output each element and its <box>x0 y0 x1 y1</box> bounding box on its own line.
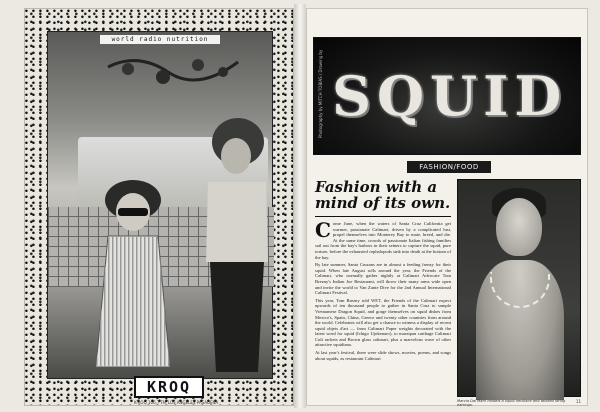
model-caption: Marcia Dal Maro models a squid necklace and twisted string earrings. <box>457 399 566 407</box>
article-paragraph: At last year's festival, there were slide shows, movies, poems, and songs about squids, as restaurant Calimari <box>315 350 451 361</box>
magazine-spread <box>6 4 594 408</box>
kroq-logo-text: KROQ <box>146 378 192 396</box>
section-tag: FASHION/FOOD <box>407 161 491 173</box>
page-number: 11 <box>575 399 581 404</box>
hero-photo <box>313 37 581 155</box>
page-gutter <box>294 4 306 408</box>
photo-credit: Photography by MITCH TOBIAS / Drawing by <box>318 49 323 138</box>
article-paragraph: By late summer, Santa Cruzans are in almost a feeding frenzy for their squid. When late August rolls around the year, the Friends of the Calimari, who normally gather nightly at Calimari Advocate Tom Brezny's Indian Joe Restaurant, will throw their many arms wide open and invite the world to Van Zante Dive for the 2nd Annual International Calimari Festival. <box>315 262 451 296</box>
hero-squid-lettering: SQUID <box>332 64 568 128</box>
article-paragraph: ome June, when the waters of Santa Cruz California get warmer, passionate Calimari, driven by a complicated lust, propel themselves into Monterey Bay to mate, breed, and die. At the same time, crowds of passionate Italian fishing families sail out from the bay's harbors in their seiners to capture the squid, pure torture, before the exhausted cephalopods sink into death at the bottom of the bay. <box>315 221 451 260</box>
article-headline: Fashion with a mind of its own. <box>315 178 451 212</box>
model-photo <box>457 179 581 397</box>
kroq-logo <box>134 376 204 398</box>
model-head <box>496 198 542 256</box>
headline-rule <box>315 216 451 217</box>
kroq-ad-photo <box>47 31 273 405</box>
adult-figure <box>198 112 273 372</box>
vine-decoration-icon <box>108 47 238 107</box>
right-page <box>306 8 588 406</box>
kroq-tagline: K-ROQ 106.7 FM LOS ANGELES PASADENA <box>134 400 219 405</box>
drop-cap: C <box>315 218 331 242</box>
article-body <box>315 218 451 399</box>
article-paragraph: This year, Tom Brezny told WET, the Friends of the Calimari expect upwards of ten thousand people to gather in Santa Cruz to sample Vietnamese Dragon Squid, and gorge themselves on squid dishes from Mexico's, Spain, China, Greece and twenty other countries from around the world. Celebrants will also get a chance to witness a display of recent squid objets d'art — from Calimari Paper weights decorated with the latest word for squid (Ichigo Ujokenaro), to marzipan carthage Calimari Cult rackets and Brown glass calimari, plus a marvelous wave of other attractive squidiana. <box>315 297 451 348</box>
photo-top-caption: world radio nutrition <box>100 35 220 44</box>
child-figure <box>88 172 178 372</box>
left-page <box>24 8 294 406</box>
